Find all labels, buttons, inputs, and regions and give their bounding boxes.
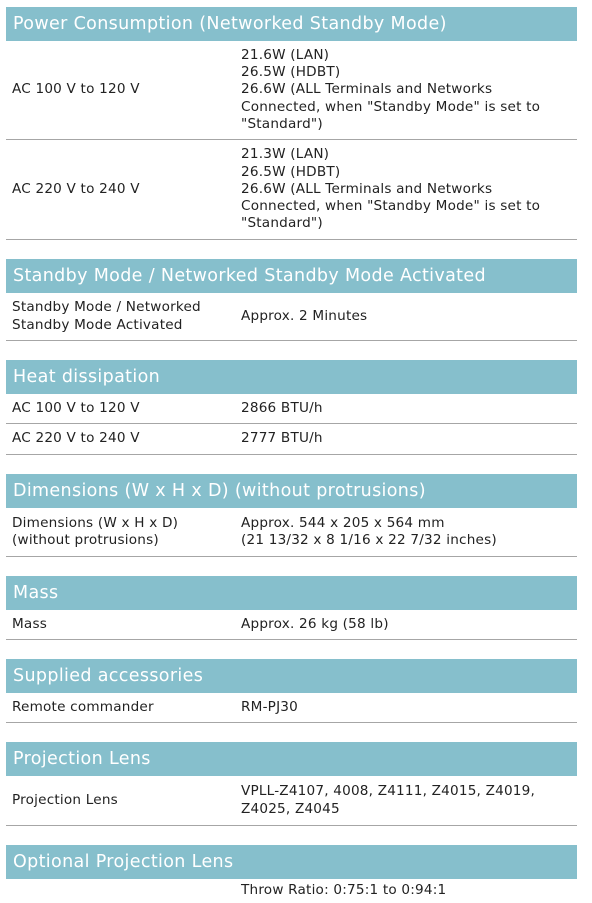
spec-value: Approx. 544 x 205 x 564 mm (21 13/32 x 8 1/16 x 22 7/32 inches) [241,514,497,548]
spec-value: RM-PJ30 [241,698,298,715]
section-title: Optional Projection Lens [6,845,577,879]
spec-row [6,508,577,557]
spec-label: Remote commander [12,698,154,715]
spec-value: 2866 BTU/h [241,399,323,416]
spec-row [6,610,577,640]
spec-sheet [6,7,577,903]
section-title: Mass [6,576,577,610]
spec-row [6,293,577,341]
spec-label: Mass [12,615,48,632]
spec-row [6,41,577,140]
spec-row [6,394,577,424]
section-heat-dissipation [6,360,577,455]
spec-row [6,879,577,903]
section-standby-mode [6,259,577,341]
section-optional-projection-lens [6,845,577,903]
spec-label: Projection Lens [12,791,118,808]
spec-value: Throw Ratio: 0:75:1 to 0:94:1 [241,882,447,899]
section-mass [6,576,577,640]
spec-label: AC 100 V to 120 V [12,399,140,416]
section-title: Projection Lens [6,742,577,776]
section-supplied-accessories [6,659,577,723]
spec-label: AC 220 V to 240 V [12,180,140,197]
spec-value: Approx. 26 kg (58 lb) [241,615,389,632]
spec-row [6,424,577,455]
spec-row [6,140,577,240]
spec-label: AC 100 V to 120 V [12,81,140,98]
spec-value: 21.6W (LAN) 26.5W (HDBT) 26.6W (ALL Terminals and Networks Connected, when "Standby Mode" is set to "Standard") [241,46,541,132]
spec-value: 2777 BTU/h [241,430,323,447]
spec-value: 21.3W (LAN) 26.5W (HDBT) 26.6W (ALL Terminals and Networks Connected, when "Standby Mode" is set to "Standard") [241,146,541,232]
spec-label: Standby Mode / Networked Standby Mode Activated [12,299,201,333]
section-title: Heat dissipation [6,360,577,394]
spec-value: Approx. 2 Minutes [241,307,368,324]
spec-row [6,693,577,723]
spec-label: Dimensions (W x H x D) (without protrusions) [12,514,179,548]
section-title: Power Consumption (Networked Standby Mode) [6,7,577,41]
section-power-consumption [6,7,577,240]
section-title: Standby Mode / Networked Standby Mode Activated [6,259,577,293]
section-title: Supplied accessories [6,659,577,693]
section-dimensions [6,474,577,557]
spec-label: AC 220 V to 240 V [12,430,140,447]
spec-row [6,776,577,826]
section-projection-lens [6,742,577,826]
section-title: Dimensions (W x H x D) (without protrusions) [6,474,577,508]
spec-value: VPLL-Z4107, 4008, Z4111, Z4015, Z4019, Z4025, Z4045 [241,783,536,817]
